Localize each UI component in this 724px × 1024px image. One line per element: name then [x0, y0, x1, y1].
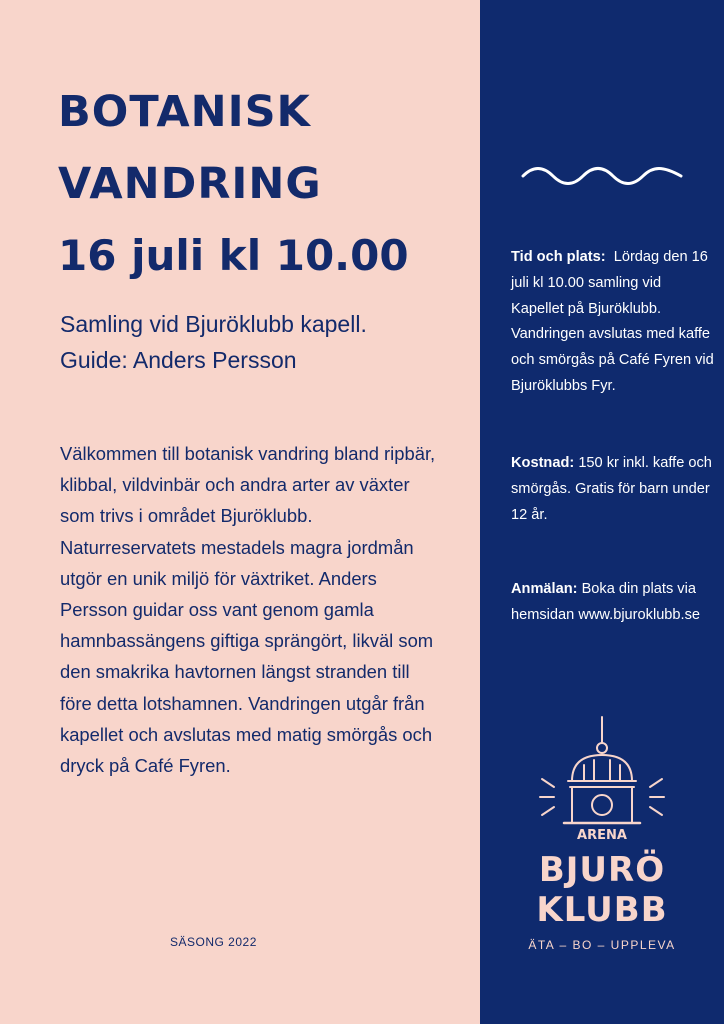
info-cost [511, 451, 717, 528]
brand-line-2: KLUBB [536, 890, 668, 930]
info-time-place [511, 245, 717, 400]
info-signup [511, 577, 717, 629]
info-cost-text: 150 kr inkl. kaffe och smörgås. Gratis för barn under 12 år. [511, 455, 712, 523]
info-signup-text: Boka din plats via hemsidan www.bjuroklubb.se [511, 581, 701, 623]
wave-icon [521, 160, 683, 190]
season-label: SÄSONG 2022 [170, 935, 257, 949]
subtitle [60, 306, 470, 378]
title-line-2: VANDRING [58, 159, 322, 209]
brand-logo-text [500, 850, 704, 930]
arena-label: ARENA [577, 828, 627, 843]
info-cost-label: Kostnad: [511, 455, 575, 471]
subtitle-meeting-point: Samling vid Bjuröklubb kapell. [60, 311, 367, 337]
title-date: 16 juli kl 10.00 [58, 231, 409, 280]
info-time-place-label: Tid och plats: [511, 249, 606, 265]
info-signup-label: Anmälan: [511, 581, 578, 597]
lighthouse-icon [532, 715, 672, 845]
poster-title [58, 76, 468, 292]
subtitle-guide: Guide: Anders Persson [60, 347, 297, 373]
info-time-place-text: Lördag den 16 juli kl 10.00 samling vid Kapellet på Bjuröklubb. Vandringen avslutas med kaffe och smörgås på Café Fyren vid Bjuröklubbs Fyr. [511, 249, 714, 394]
brand-line-1: BJURÖ [538, 850, 666, 890]
brand-tagline: ÄTA – BO – UPPLEVA [528, 938, 676, 952]
description-text: Välkommen till botanisk vandring bland ripbär, klibbal, vildvinbär och andra arter av växter som trivs i området Bjuröklubb. Naturreservatets mestadels magra jordmån utgör en unik miljö för växtriket. Anders Persson guidar oss vant genom gamla hamnbassängens giftiga sprängört, likväl som den smakrika havtornen längst stranden till före detta lotshamnen. Vandringen utgår från kapellet och avslutas med matig smörgås och dryck på Café Fyren. [60, 443, 436, 777]
title-line-1: BOTANISK [58, 87, 311, 137]
